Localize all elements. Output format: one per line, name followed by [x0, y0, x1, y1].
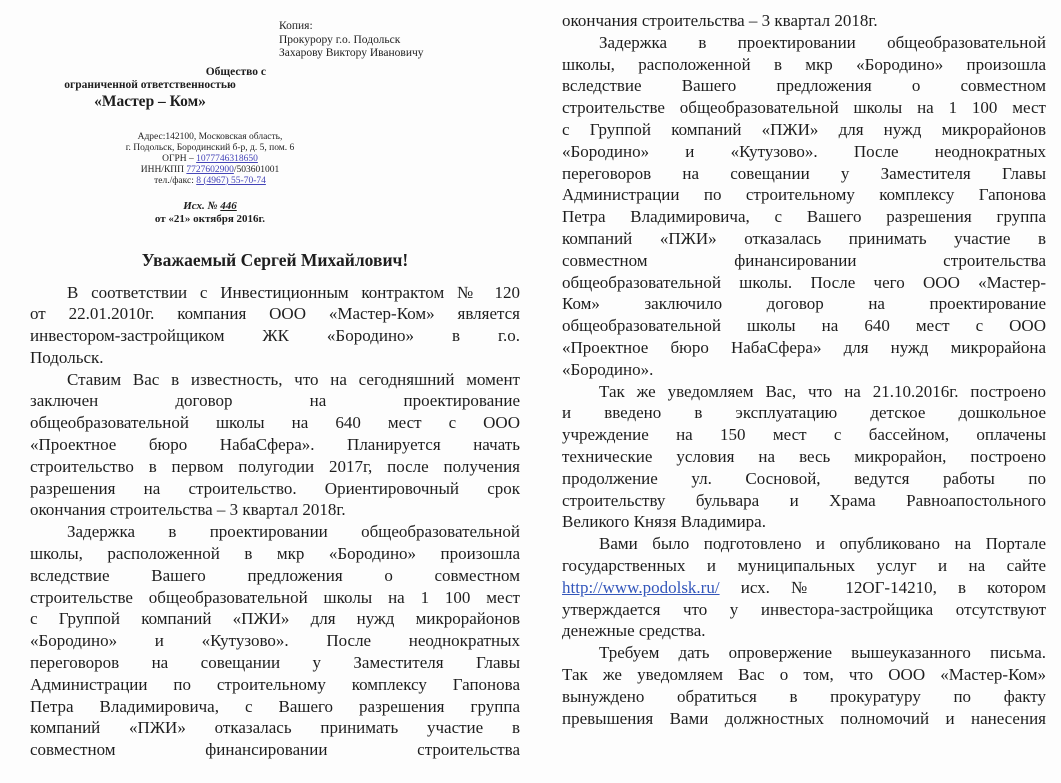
- outgoing-ref-date: от «21» октября 2016г.: [154, 212, 266, 225]
- text-line: инвестором-застройщиком ЖК «Бородино» в г.о.: [30, 326, 520, 346]
- paragraph: [30, 369, 520, 522]
- text-line: совместном финансировании строительства: [562, 250, 1046, 270]
- paragraph: [562, 642, 1046, 729]
- company-name: «Мастер – Ком»: [94, 92, 206, 110]
- text-line: «Проектное бюро НабаСфера» для нужд микрорайона: [562, 337, 1046, 357]
- text-line: В соответствии с Инвестиционным контрактом № 120: [67, 282, 520, 302]
- company-name-block: [30, 66, 270, 111]
- text-line: Администрации по строительному комплексу Гапонова: [562, 185, 1046, 205]
- text-line: от 22.01.2010г. компания ООО «Мастер-Ком» является: [30, 304, 520, 324]
- text-line: строительстве общеобразовательной школы на 1 100 мест: [562, 98, 1046, 118]
- recipient-copy-block: [279, 20, 520, 61]
- text-line: компаний «ПЖИ» отказалась принимать участие в: [562, 228, 1046, 248]
- text-line: и введено в эксплуатацию детское дошкольное: [562, 403, 1046, 423]
- page1-body: [30, 282, 520, 762]
- text-line: строительстве общеобразовательной школы на 1 100 мест: [30, 587, 520, 607]
- recipient-title: Прокурору г.о. Подольск: [279, 33, 401, 46]
- text-line: строительство в первом полугодии 2017г, после получения: [30, 456, 520, 476]
- text-line: превышения Вами должностных полномочий и нанесения: [562, 708, 1046, 728]
- text-line: вследствие Вашего предложения о совместном: [30, 565, 520, 585]
- text-line: «Проектное бюро НабаСфера». Планируется начать: [30, 435, 520, 455]
- company-form-line1: Общество с: [205, 65, 266, 78]
- text-line: Так же уведомляем Вас, что на 21.10.2016г. построено: [599, 381, 1046, 401]
- text-line: с Группой компаний «ПЖИ» для нужд микрорайонов: [562, 119, 1046, 139]
- text-line: Великого Князя Владимира.: [562, 512, 766, 532]
- paragraph: [562, 381, 1046, 534]
- ogrn-line: [60, 154, 360, 165]
- copy-label: Копия:: [279, 20, 313, 32]
- text-line: общеобразовательной школы. После чего ООО «Мастер-: [562, 272, 1046, 292]
- paragraph: [562, 533, 1046, 642]
- outgoing-ref-number: [60, 200, 360, 213]
- text-line: Подольск.: [30, 347, 104, 367]
- letter-page-1: [30, 0, 520, 761]
- text-line: продолжение ул. Сосновой, ведутся работы по: [562, 468, 1046, 488]
- text-line: технические условия на весь микрорайон, построено: [562, 446, 1046, 466]
- inn-link[interactable]: 7727602900: [186, 164, 234, 175]
- text-line: разрешения на строительство. Ориентировочный срок: [30, 478, 520, 498]
- text-line: общеобразовательной школы на 640 мест с ООО: [562, 316, 1046, 336]
- text-line: вследствие Вашего предложения о совместном: [562, 76, 1046, 96]
- paragraph: [562, 32, 1046, 381]
- company-form-line2: ограниченной ответственностью: [64, 78, 236, 91]
- text-line: «Бородино» и «Кутузово». После неоднократных: [30, 631, 520, 651]
- text-line: Задержка в проектировании общеобразовательной: [67, 522, 520, 542]
- text-line: «Бородино».: [562, 359, 654, 379]
- text-line: Ставим Вас в известность, что на сегодняшний момент: [67, 369, 520, 389]
- paragraph: [30, 521, 520, 761]
- paragraph: [562, 10, 1046, 32]
- address-line2: г. Подольск, Бородинский б-р, д. 5, пом. 6: [125, 142, 295, 153]
- paragraph: [30, 282, 520, 369]
- text-line: учреждение на 150 мест с бассейном, оплачены: [562, 425, 1046, 445]
- text-line: переговоров на совещании у Заместителя Главы: [562, 163, 1046, 183]
- text-line: http://www.podolsk.ru/ исх. № 12ОГ-14210, в котором: [562, 577, 1046, 597]
- text-line: Требуем дать опровержение вышеуказанного письма.: [599, 643, 1046, 663]
- inn-kpp-label: ИНН/КПП: [140, 164, 187, 175]
- text-line: окончания строительства – 3 квартал 2018г.: [30, 500, 346, 520]
- podolsk-site-link[interactable]: http://www.podolsk.ru/: [562, 577, 720, 597]
- ref-label: Исх. №: [183, 199, 221, 212]
- text-line: Задержка в проектировании общеобразовательной: [599, 32, 1046, 52]
- text-line: школы, расположенной в мкр «Бородино» произошла: [562, 54, 1046, 74]
- ogrn-label: ОГРН –: [162, 153, 197, 164]
- text-line: Петра Владимировича, с Вашего разрешения группа: [30, 696, 520, 716]
- text-line: «Бородино» и «Кутузово». После неоднократных: [562, 141, 1046, 161]
- text-line: с Группой компаний «ПЖИ» для нужд микрорайонов: [30, 609, 520, 629]
- phone-label: тел./факс:: [154, 175, 197, 186]
- page2-body: [562, 10, 1046, 729]
- letter-page-2: [562, 0, 1046, 729]
- salutation: Уважаемый Сергей Михайлович!: [141, 249, 409, 270]
- phone-link[interactable]: 8 (4967) 55-70-74: [196, 175, 266, 186]
- address-line1: Адрес:142100, Московская область,: [137, 131, 283, 142]
- recipient-name: Захарову Виктору Ивановичу: [279, 47, 424, 59]
- phone-line: [60, 176, 360, 187]
- text-line: компаний «ПЖИ» отказалась принимать участие в: [30, 718, 520, 738]
- text-line: вынуждено обратиться в прокуратуру по факту: [562, 686, 1046, 706]
- text-line: утверждается что у инвестора-застройщика отсутствуют: [562, 599, 1046, 619]
- company-details-block: [60, 132, 360, 226]
- text-line: Администрации по строительному комплексу Гапонова: [30, 674, 520, 694]
- text-line: денежные средства.: [562, 621, 706, 641]
- text-line: Ком» заключило договор на проектирование: [562, 294, 1046, 314]
- text-line: переговоров на совещании у Заместителя Главы: [30, 653, 520, 673]
- text-line: общеобразовательной школы на 640 мест с ООО: [30, 413, 520, 433]
- kpp-value: /503601001: [233, 164, 280, 175]
- text-line: школы, расположенной в мкр «Бородино» произошла: [30, 544, 520, 564]
- text-line: строительству бульвара и Храма Равноапостольного: [562, 490, 1046, 510]
- text-line: окончания строительства – 3 квартал 2018г.: [562, 11, 878, 30]
- text-line: Так же уведомляем Вас о том, что ООО «Мастер-Ком»: [562, 664, 1046, 684]
- text-line: государственных и муниципальных услуг и на сайте: [562, 555, 1046, 575]
- inn-kpp-line: [60, 165, 360, 176]
- text-line: Вами было подготовлено и опубликовано на Портале: [599, 534, 1046, 554]
- ogrn-link[interactable]: 1077746318650: [196, 153, 258, 164]
- text-line: совместном финансировании строительства: [30, 740, 520, 760]
- text-line: Петра Владимировича, с Вашего разрешения группа: [562, 207, 1046, 227]
- ref-number: 446: [220, 199, 237, 212]
- text-line: заключен договор на проектирование: [30, 391, 520, 411]
